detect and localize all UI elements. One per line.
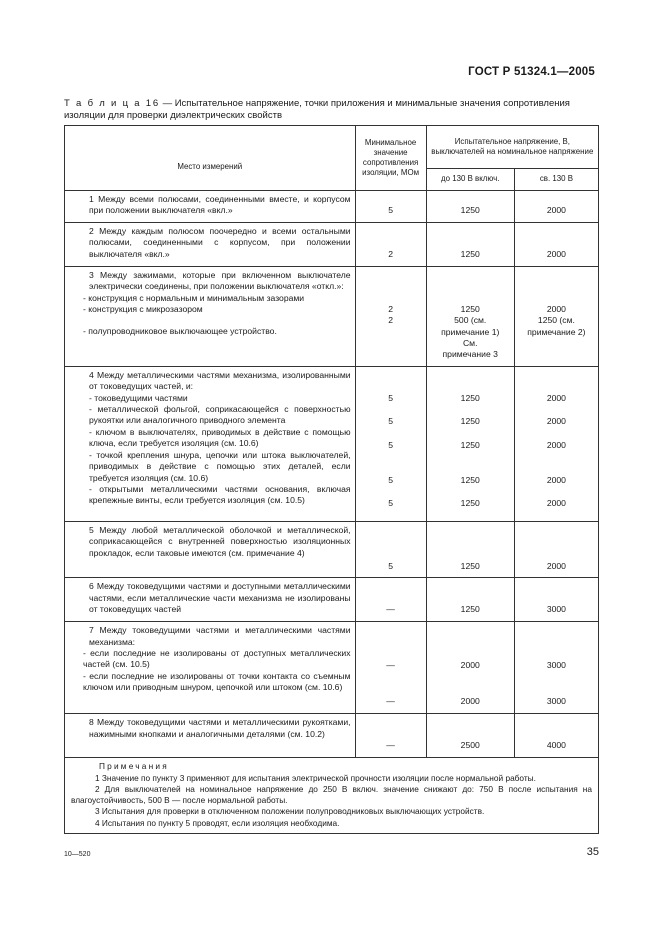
measurement-place xyxy=(65,366,356,521)
resistance-cell xyxy=(355,521,426,577)
voltage-low-cell xyxy=(426,366,514,521)
place-text: 6 Между токоведущими частями и доступными металлическими частями, если металлические части механизма не изолированы от токоведущих частей xyxy=(89,581,351,615)
measurement-place xyxy=(65,191,356,223)
place-text: - открытыми металлическими частями основания, включая крепежные винты, если требуется изоляция (см. 10.5) xyxy=(89,483,351,506)
col-header-up-to-130: до 130 В включ. xyxy=(426,168,514,190)
place-text: - конструкция с микрозазором xyxy=(83,304,203,315)
resistance-cell xyxy=(355,366,426,521)
voltage-high-cell xyxy=(514,578,598,622)
resistance-value: — xyxy=(386,740,395,751)
table-row xyxy=(65,222,599,266)
voltage-value: 1250 (см. примечание 2) xyxy=(527,315,586,337)
voltage-value: 2000 xyxy=(546,560,566,571)
resistance-value: 5 xyxy=(388,439,393,450)
place-text: 2 Между каждым полюсом поочередно и всеми остальными полюсами, соединенными с корпусом, при положении выключателя «вкл.» xyxy=(89,225,351,259)
place-text: 5 Между любой металлической оболочкой и металлической, соприкасающейся с внутренней поверхностью изоляционных прокладок, если таковые имеются (см. примечание 4) xyxy=(89,524,351,558)
voltage-value: 3000 xyxy=(546,695,566,706)
table-row xyxy=(65,266,599,366)
voltage-value: 1250 xyxy=(460,248,480,259)
voltage-value: 2000 xyxy=(546,475,566,486)
voltage-value: 2000 xyxy=(546,248,566,259)
voltage-high-cell xyxy=(514,366,598,521)
voltage-value: 2000 xyxy=(546,205,566,215)
place-text: - токоведущими частями xyxy=(89,392,188,403)
resistance-value: 5 xyxy=(388,498,393,509)
place-text: - если последние не изолированы от доступных металлических частей (см. 10.5) xyxy=(83,648,351,670)
place-text: 8 Между токоведущими частями и металлическими рукоятками, нажимными кнопками и аналогичными деталями (см. 10.2) xyxy=(89,717,351,739)
resistance-value: — xyxy=(386,660,395,671)
place-text: - металлической фольгой, соприкасающейся с поверхностью рукоятки или аналогичного приводного элемента xyxy=(89,404,351,426)
voltage-value: 2000 xyxy=(546,303,566,314)
voltage-high-cell xyxy=(514,191,598,223)
table-caption xyxy=(64,98,598,122)
resistance-cell xyxy=(355,714,426,758)
note-item: 2 Для выключателей на номинальное напряжение до 250 В включ. значение снижают до: 750 В после испытания на влагоустойчивость, 500 В — после нормальной работы. xyxy=(71,783,592,806)
dielectric-test-table xyxy=(64,125,599,834)
note-item: 4 Испытания по пункту 5 проводят, если изоляция необходима. xyxy=(95,817,340,828)
voltage-low-cell xyxy=(426,266,514,366)
voltage-value: 3000 xyxy=(546,604,566,615)
voltage-value: 2500 xyxy=(460,740,480,751)
place-text: 1 Между всеми полюсами, соединенными вместе, и корпусом при положении выключателя «вкл.» xyxy=(89,194,351,216)
voltage-value: 2000 xyxy=(546,498,566,509)
place-text: - ключом в выключателях, приводимых в действие с помощью ключа, если требуется изоляция (см. 10.6) xyxy=(89,426,351,449)
resistance-value: 2 xyxy=(388,303,393,314)
resistance-value: 2 xyxy=(388,315,393,326)
resistance-value: — xyxy=(386,604,395,615)
voltage-value: 1250 xyxy=(460,416,480,427)
measurement-place xyxy=(65,578,356,622)
col-header-place: Место измерений xyxy=(65,126,356,191)
notes-row xyxy=(65,758,599,834)
table-row xyxy=(65,622,599,714)
resistance-cell xyxy=(355,266,426,366)
standard-code: ГОСТ Р 51324.1—2005 xyxy=(468,66,595,78)
place-text: 4 Между металлическими частями механизма, изолированными от токоведущих частей, и: xyxy=(89,369,351,392)
voltage-value: 2000 xyxy=(460,695,480,706)
voltage-low-cell xyxy=(426,714,514,758)
note-item: 3 Испытания для проверки в отключенном положении полупроводниковых выключающих устройств. xyxy=(95,806,485,817)
voltage-value: 500 (см. примечание 1) xyxy=(441,315,500,337)
resistance-value: 5 xyxy=(388,560,393,571)
header-row xyxy=(65,126,599,169)
voltage-value: 1250 xyxy=(460,498,480,509)
measurement-place xyxy=(65,622,356,714)
voltage-value: 2000 xyxy=(546,416,566,427)
voltage-value: 1250 xyxy=(460,604,480,615)
voltage-value: 1250 xyxy=(460,560,480,571)
voltage-value: 1250 xyxy=(460,439,480,450)
voltage-high-cell xyxy=(514,714,598,758)
voltage-value: 1250 xyxy=(460,303,480,314)
place-text: 3 Между зажимами, которые при включенном выключателе электрически соединены, при положении выключателя «откл.»: xyxy=(89,269,351,292)
table-caption-label: Т а б л и ц а 16 xyxy=(64,98,160,109)
measurement-place xyxy=(65,222,356,266)
resistance-value: 2 xyxy=(388,248,393,259)
voltage-low-cell xyxy=(426,222,514,266)
voltage-value: 2000 xyxy=(546,392,566,403)
col-header-over-130: св. 130 В xyxy=(514,168,598,190)
sheet-code: 10—520 xyxy=(64,851,91,858)
voltage-value: 2000 xyxy=(460,660,480,671)
table-row xyxy=(65,578,599,622)
voltage-high-cell xyxy=(514,622,598,714)
table-row xyxy=(65,366,599,521)
col-header-min-resistance: Минимальное значение сопротивления изоляции, МОм xyxy=(355,126,426,191)
voltage-low-cell xyxy=(426,521,514,577)
voltage-value: 4000 xyxy=(546,740,566,751)
voltage-low-cell xyxy=(426,191,514,223)
resistance-value: 5 xyxy=(388,205,393,215)
place-text: - конструкция с нормальным и минимальным зазорами xyxy=(83,292,305,303)
voltage-value: См. примечание 3 xyxy=(442,338,498,360)
voltage-value: 1250 xyxy=(460,475,480,486)
voltage-value: 2000 xyxy=(546,439,566,450)
page-number: 35 xyxy=(586,846,599,858)
col-header-test-voltage: Испытательное напряжение, В, выключателей на номинальное напряжение xyxy=(426,126,598,169)
voltage-high-cell xyxy=(514,266,598,366)
place-text: - точкой крепления шнура, цепочки или штока выключателей, приводимых в действие с помощью этих деталей, если требуется изоляция (см. 10.6) xyxy=(89,449,351,483)
measurement-place xyxy=(65,521,356,577)
note-item: 1 Значение по пункту 3 применяют для испытания электрической прочности изоляции после нормальной работы. xyxy=(95,772,536,783)
voltage-low-cell xyxy=(426,622,514,714)
notes-title: Примечания xyxy=(99,761,169,772)
table-row xyxy=(65,521,599,577)
voltage-high-cell xyxy=(514,222,598,266)
resistance-value: — xyxy=(386,695,395,706)
resistance-cell xyxy=(355,191,426,223)
place-text: - если последние не изолированы от точки контакта со съемным ключом или приводным шнуром, цепочкой или штоком (см. 10.6) xyxy=(83,670,351,693)
voltage-value: 3000 xyxy=(546,660,566,671)
resistance-value: 5 xyxy=(388,392,393,403)
measurement-place xyxy=(65,714,356,758)
table-row xyxy=(65,191,599,223)
measurement-place xyxy=(65,266,356,366)
place-text: - полупроводниковое выключающее устройство. xyxy=(83,326,277,337)
resistance-cell xyxy=(355,222,426,266)
resistance-value: 5 xyxy=(388,416,393,427)
table-row xyxy=(65,714,599,758)
resistance-cell xyxy=(355,622,426,714)
notes xyxy=(65,758,599,834)
table-caption-text: — Испытательное напряжение, точки приложения и минимальные значения сопротивления изоляции для проверки диэлектрических свойств xyxy=(64,98,570,121)
voltage-low-cell xyxy=(426,578,514,622)
voltage-value: 1250 xyxy=(460,392,480,403)
voltage-value: 1250 xyxy=(460,205,480,215)
place-text: 7 Между токоведущими частями и металлическими частями механизма: xyxy=(89,625,351,647)
voltage-high-cell xyxy=(514,521,598,577)
resistance-cell xyxy=(355,578,426,622)
resistance-value: 5 xyxy=(388,475,393,486)
